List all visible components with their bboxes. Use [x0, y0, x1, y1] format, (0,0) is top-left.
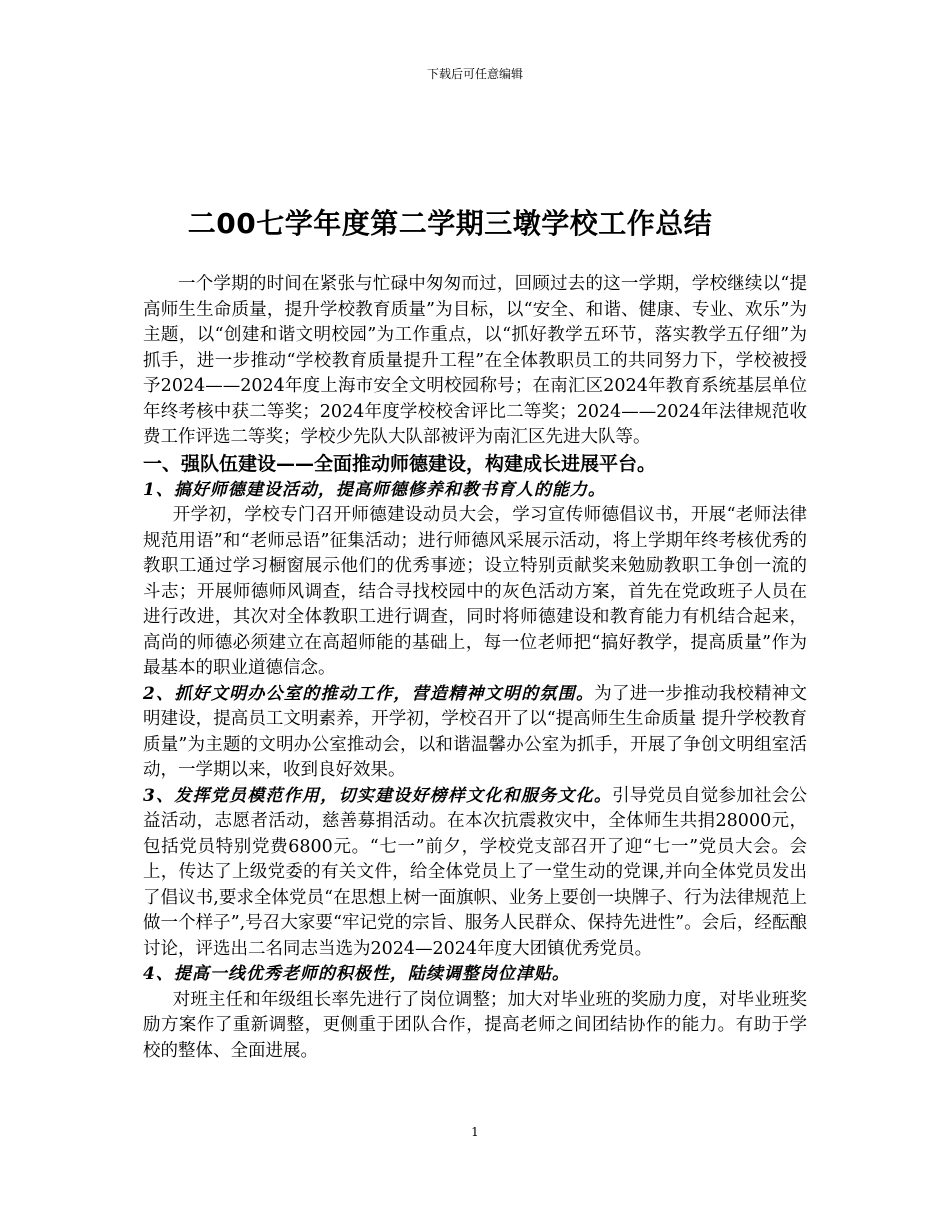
subsection-body-3: 引导党员自觉参加社会公益活动，志愿者活动，慈善募捐活动。在本次抗震救灾中，全体师生共捐28000元，包括党员特别党费6800元。“七一”前夕，学校党支部召开了迎“七一”党员大会。会上，传达了上级党委的有关文件，给全体党员上了一堂生动的党课,并向全体党员发出了倡议书,要求全体党员“在思想上树一面旗帜、业务上要创一块牌子、行为法律规范上做一个样子”,号召大家要“牢记党的宗旨、服务人民群众、保持先进性”。会后，经酝酿讨论，评选出二名同志当选为2024—2024年度大团镇优秀党员。	[143, 785, 808, 959]
document-body	[143, 272, 807, 1064]
subsection-heading-1: 1、搞好师德建设活动，提高师德修养和教书育人的能力。	[143, 479, 606, 500]
subsection-body-1: 开学初，学校专门召开师德建设动员大会，学习宣传师德倡议书，开展“老师法律规范用语”和“老师忌语”征集活动；进行师德风采展示活动，将上学期年终考核优秀的教职工通过学习橱窗展示他们的优秀事迹；设立特别贡献奖来勉励教职工争创一流的斗志；开展师德师风调查，结合寻找校园中的灰色活动方案，首先在党政班子人员在进行改进，其次对全体教职工进行调查，同时将师德建设和教育能力有机结合起来，高尚的师德必须建立在高超师能的基础上，每一位老师把“搞好教学，提高质量”作为最基本的职业道德信念。	[143, 505, 807, 678]
page-number: 1	[471, 1125, 479, 1139]
subsection-heading-3: 3、发挥党员模范作用，切实建设好榜样文化和服务文化。	[143, 785, 613, 806]
subsection-body-4: 对班主任和年级组长率先进行了岗位调整；加大对毕业班的奖励力度，对毕业班奖励方案作了重新调整，更侧重于团队合作，提高老师之间团结协作的能力。有助于学校的整体、全面进展。	[143, 989, 807, 1061]
subsection-body-2: 为了进一步推动我校精神文明建设，提高员工文明素养，开学初，学校召开了以“提高师生生命质量 提升学校教育质量”为主题的文明办公室推动会，以和谐温馨办公室为抓手，开展了争创文明组室活动，一学期以来，收到良好效果。	[143, 683, 808, 780]
subsection-heading-2: 2、抓好文明办公室的推动工作，营造精神文明的氛围。	[143, 683, 595, 704]
subsection-heading-4: 4、提高一线优秀老师的积极性，陆续调整岗位津贴。	[143, 964, 570, 984]
subsection-paragraph-2	[143, 682, 807, 784]
subsection-paragraph-3	[143, 784, 807, 963]
intro-paragraph: 一个学期的时间在紧张与忙碌中匆匆而过，回顾过去的这一学期，学校继续以“提高师生生命质量，提升学校教育质量”为目标，以“安全、和谐、健康、专业、欢乐”为主题，以“创建和谐文明校园”为工作重点，以“抓好教学五环节，落实教学五仔细”为抓手，进一步推动“学校教育质量提升工程”在全体教职员工的共同努力下，学校被授予2024——2024年度上海市安全文明校园称号；在南汇区2024年教育系统基层单位年终考核中获二等奖；2024年度学校校舍评比二等奖；2024——2024年法律规范收费工作评选二等奖；学校少先队大队部被评为南汇区先进大队等。	[143, 274, 807, 447]
document-title: 二00七学年度第二学期三墩学校工作总结	[187, 207, 713, 240]
section-heading: 一、强队伍建设——全面推动师德建设，构建成长进展平台。	[143, 452, 657, 475]
header-note: 下载后可任意编辑	[426, 67, 523, 81]
